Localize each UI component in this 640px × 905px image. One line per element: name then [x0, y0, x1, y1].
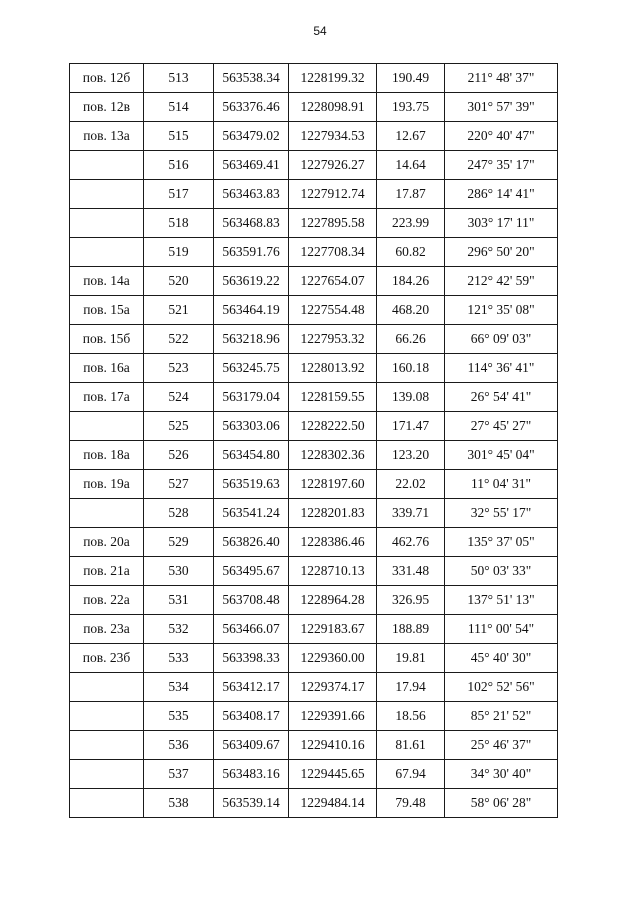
direction-angle-cell: 27° 45' 27": [445, 412, 558, 441]
table-row: [70, 383, 558, 412]
turn-label-cell: [70, 209, 144, 238]
direction-angle-cell: 50° 03' 33": [445, 557, 558, 586]
segment-length-cell: 184.26: [377, 267, 445, 296]
table-row: [70, 441, 558, 470]
y-coordinate-cell: 1229183.67: [289, 615, 377, 644]
point-number-cell: 521: [144, 296, 214, 325]
table-row: [70, 267, 558, 296]
segment-length-cell: 331.48: [377, 557, 445, 586]
table-row: [70, 93, 558, 122]
turn-label-cell: пов. 22а: [70, 586, 144, 615]
table-row: [70, 209, 558, 238]
segment-length-cell: 160.18: [377, 354, 445, 383]
direction-angle-cell: 301° 45' 04": [445, 441, 558, 470]
turn-label-cell: пов. 12в: [70, 93, 144, 122]
point-number-cell: 537: [144, 760, 214, 789]
turn-label-cell: пов. 13а: [70, 122, 144, 151]
segment-length-cell: 223.99: [377, 209, 445, 238]
direction-angle-cell: 26° 54' 41": [445, 383, 558, 412]
table-row: [70, 354, 558, 383]
segment-length-cell: 17.94: [377, 673, 445, 702]
segment-length-cell: 67.94: [377, 760, 445, 789]
x-coordinate-cell: 563466.07: [214, 615, 289, 644]
direction-angle-cell: 32° 55' 17": [445, 499, 558, 528]
x-coordinate-cell: 563408.17: [214, 702, 289, 731]
turn-label-cell: пов. 14а: [70, 267, 144, 296]
point-number-cell: 528: [144, 499, 214, 528]
y-coordinate-cell: 1228201.83: [289, 499, 377, 528]
segment-length-cell: 22.02: [377, 470, 445, 499]
point-number-cell: 516: [144, 151, 214, 180]
direction-angle-cell: 135° 37' 05": [445, 528, 558, 557]
y-coordinate-cell: 1227912.74: [289, 180, 377, 209]
y-coordinate-cell: 1228386.46: [289, 528, 377, 557]
x-coordinate-cell: 563468.83: [214, 209, 289, 238]
x-coordinate-cell: 563619.22: [214, 267, 289, 296]
direction-angle-cell: 121° 35' 08": [445, 296, 558, 325]
segment-length-cell: 468.20: [377, 296, 445, 325]
x-coordinate-cell: 563826.40: [214, 528, 289, 557]
table-row: [70, 615, 558, 644]
turn-label-cell: пов. 23а: [70, 615, 144, 644]
table-row: [70, 180, 558, 209]
segment-length-cell: 19.81: [377, 644, 445, 673]
point-number-cell: 527: [144, 470, 214, 499]
table-row: [70, 64, 558, 93]
point-number-cell: 538: [144, 789, 214, 818]
table-row: [70, 731, 558, 760]
table-row: [70, 122, 558, 151]
y-coordinate-cell: 1228197.60: [289, 470, 377, 499]
direction-angle-cell: 34° 30' 40": [445, 760, 558, 789]
y-coordinate-cell: 1227654.07: [289, 267, 377, 296]
table-row: [70, 760, 558, 789]
table-row: [70, 789, 558, 818]
x-coordinate-cell: 563539.14: [214, 789, 289, 818]
x-coordinate-cell: 563179.04: [214, 383, 289, 412]
y-coordinate-cell: 1228199.32: [289, 64, 377, 93]
turn-label-cell: пов. 15а: [70, 296, 144, 325]
point-number-cell: 518: [144, 209, 214, 238]
segment-length-cell: 14.64: [377, 151, 445, 180]
point-number-cell: 533: [144, 644, 214, 673]
point-number-cell: 523: [144, 354, 214, 383]
y-coordinate-cell: 1228013.92: [289, 354, 377, 383]
segment-length-cell: 18.56: [377, 702, 445, 731]
point-number-cell: 520: [144, 267, 214, 296]
direction-angle-cell: 111° 00' 54": [445, 615, 558, 644]
direction-angle-cell: 220° 40' 47": [445, 122, 558, 151]
turn-label-cell: [70, 180, 144, 209]
table-row: [70, 673, 558, 702]
x-coordinate-cell: 563376.46: [214, 93, 289, 122]
table-row: [70, 557, 558, 586]
direction-angle-cell: 114° 36' 41": [445, 354, 558, 383]
x-coordinate-cell: 563483.16: [214, 760, 289, 789]
y-coordinate-cell: 1227934.53: [289, 122, 377, 151]
direction-angle-cell: 85° 21' 52": [445, 702, 558, 731]
y-coordinate-cell: 1229445.65: [289, 760, 377, 789]
point-number-cell: 536: [144, 731, 214, 760]
table-row: [70, 644, 558, 673]
y-coordinate-cell: 1227953.32: [289, 325, 377, 354]
direction-angle-cell: 211° 48' 37": [445, 64, 558, 93]
segment-length-cell: 60.82: [377, 238, 445, 267]
table-row: [70, 470, 558, 499]
point-number-cell: 534: [144, 673, 214, 702]
x-coordinate-cell: 563245.75: [214, 354, 289, 383]
point-number-cell: 530: [144, 557, 214, 586]
direction-angle-cell: 102° 52' 56": [445, 673, 558, 702]
turn-label-cell: [70, 151, 144, 180]
coordinates-table-body: [70, 64, 558, 818]
y-coordinate-cell: 1229360.00: [289, 644, 377, 673]
coordinates-table: [69, 63, 558, 818]
table-row: [70, 151, 558, 180]
table-row: [70, 238, 558, 267]
turn-label-cell: [70, 760, 144, 789]
x-coordinate-cell: 563519.63: [214, 470, 289, 499]
y-coordinate-cell: 1229410.16: [289, 731, 377, 760]
table-row: [70, 702, 558, 731]
turn-label-cell: пов. 18а: [70, 441, 144, 470]
x-coordinate-cell: 563591.76: [214, 238, 289, 267]
x-coordinate-cell: 563479.02: [214, 122, 289, 151]
point-number-cell: 514: [144, 93, 214, 122]
segment-length-cell: 326.95: [377, 586, 445, 615]
segment-length-cell: 123.20: [377, 441, 445, 470]
segment-length-cell: 462.76: [377, 528, 445, 557]
x-coordinate-cell: 563218.96: [214, 325, 289, 354]
point-number-cell: 529: [144, 528, 214, 557]
segment-length-cell: 339.71: [377, 499, 445, 528]
x-coordinate-cell: 563495.67: [214, 557, 289, 586]
direction-angle-cell: 137° 51' 13": [445, 586, 558, 615]
direction-angle-cell: 303° 17' 11": [445, 209, 558, 238]
turn-label-cell: [70, 673, 144, 702]
segment-length-cell: 79.48: [377, 789, 445, 818]
segment-length-cell: 190.49: [377, 64, 445, 93]
table-row: [70, 586, 558, 615]
turn-label-cell: пов. 15б: [70, 325, 144, 354]
y-coordinate-cell: 1229391.66: [289, 702, 377, 731]
table-row: [70, 296, 558, 325]
direction-angle-cell: 212° 42' 59": [445, 267, 558, 296]
direction-angle-cell: 296° 50' 20": [445, 238, 558, 267]
y-coordinate-cell: 1228710.13: [289, 557, 377, 586]
turn-label-cell: пов. 17а: [70, 383, 144, 412]
x-coordinate-cell: 563463.83: [214, 180, 289, 209]
x-coordinate-cell: 563409.67: [214, 731, 289, 760]
y-coordinate-cell: 1227895.58: [289, 209, 377, 238]
direction-angle-cell: 58° 06' 28": [445, 789, 558, 818]
segment-length-cell: 171.47: [377, 412, 445, 441]
x-coordinate-cell: 563412.17: [214, 673, 289, 702]
y-coordinate-cell: 1227926.27: [289, 151, 377, 180]
y-coordinate-cell: 1228302.36: [289, 441, 377, 470]
direction-angle-cell: 286° 14' 41": [445, 180, 558, 209]
table-row: [70, 325, 558, 354]
y-coordinate-cell: 1227554.48: [289, 296, 377, 325]
segment-length-cell: 81.61: [377, 731, 445, 760]
point-number-cell: 524: [144, 383, 214, 412]
y-coordinate-cell: 1228098.91: [289, 93, 377, 122]
segment-length-cell: 12.67: [377, 122, 445, 151]
table-row: [70, 528, 558, 557]
x-coordinate-cell: 563454.80: [214, 441, 289, 470]
turn-label-cell: пов. 23б: [70, 644, 144, 673]
point-number-cell: 526: [144, 441, 214, 470]
x-coordinate-cell: 563708.48: [214, 586, 289, 615]
point-number-cell: 535: [144, 702, 214, 731]
y-coordinate-cell: 1229374.17: [289, 673, 377, 702]
turn-label-cell: [70, 731, 144, 760]
x-coordinate-cell: 563538.34: [214, 64, 289, 93]
direction-angle-cell: 45° 40' 30": [445, 644, 558, 673]
direction-angle-cell: 25° 46' 37": [445, 731, 558, 760]
point-number-cell: 531: [144, 586, 214, 615]
direction-angle-cell: 66° 09' 03": [445, 325, 558, 354]
turn-label-cell: [70, 702, 144, 731]
table-row: [70, 412, 558, 441]
point-number-cell: 522: [144, 325, 214, 354]
point-number-cell: 513: [144, 64, 214, 93]
turn-label-cell: [70, 789, 144, 818]
turn-label-cell: пов. 16а: [70, 354, 144, 383]
turn-label-cell: пов. 20а: [70, 528, 144, 557]
turn-label-cell: [70, 412, 144, 441]
y-coordinate-cell: 1228159.55: [289, 383, 377, 412]
point-number-cell: 525: [144, 412, 214, 441]
x-coordinate-cell: 563469.41: [214, 151, 289, 180]
point-number-cell: 532: [144, 615, 214, 644]
turn-label-cell: пов. 19а: [70, 470, 144, 499]
table-row: [70, 499, 558, 528]
turn-label-cell: [70, 238, 144, 267]
y-coordinate-cell: 1227708.34: [289, 238, 377, 267]
direction-angle-cell: 301° 57' 39": [445, 93, 558, 122]
page-number: 54: [313, 24, 327, 38]
point-number-cell: 519: [144, 238, 214, 267]
x-coordinate-cell: 563541.24: [214, 499, 289, 528]
x-coordinate-cell: 563464.19: [214, 296, 289, 325]
y-coordinate-cell: 1228964.28: [289, 586, 377, 615]
segment-length-cell: 193.75: [377, 93, 445, 122]
segment-length-cell: 66.26: [377, 325, 445, 354]
direction-angle-cell: 247° 35' 17": [445, 151, 558, 180]
x-coordinate-cell: 563303.06: [214, 412, 289, 441]
turn-label-cell: пов. 21а: [70, 557, 144, 586]
segment-length-cell: 17.87: [377, 180, 445, 209]
point-number-cell: 515: [144, 122, 214, 151]
x-coordinate-cell: 563398.33: [214, 644, 289, 673]
y-coordinate-cell: 1229484.14: [289, 789, 377, 818]
segment-length-cell: 139.08: [377, 383, 445, 412]
segment-length-cell: 188.89: [377, 615, 445, 644]
turn-label-cell: [70, 499, 144, 528]
turn-label-cell: пов. 12б: [70, 64, 144, 93]
y-coordinate-cell: 1228222.50: [289, 412, 377, 441]
direction-angle-cell: 11° 04' 31": [445, 470, 558, 499]
point-number-cell: 517: [144, 180, 214, 209]
